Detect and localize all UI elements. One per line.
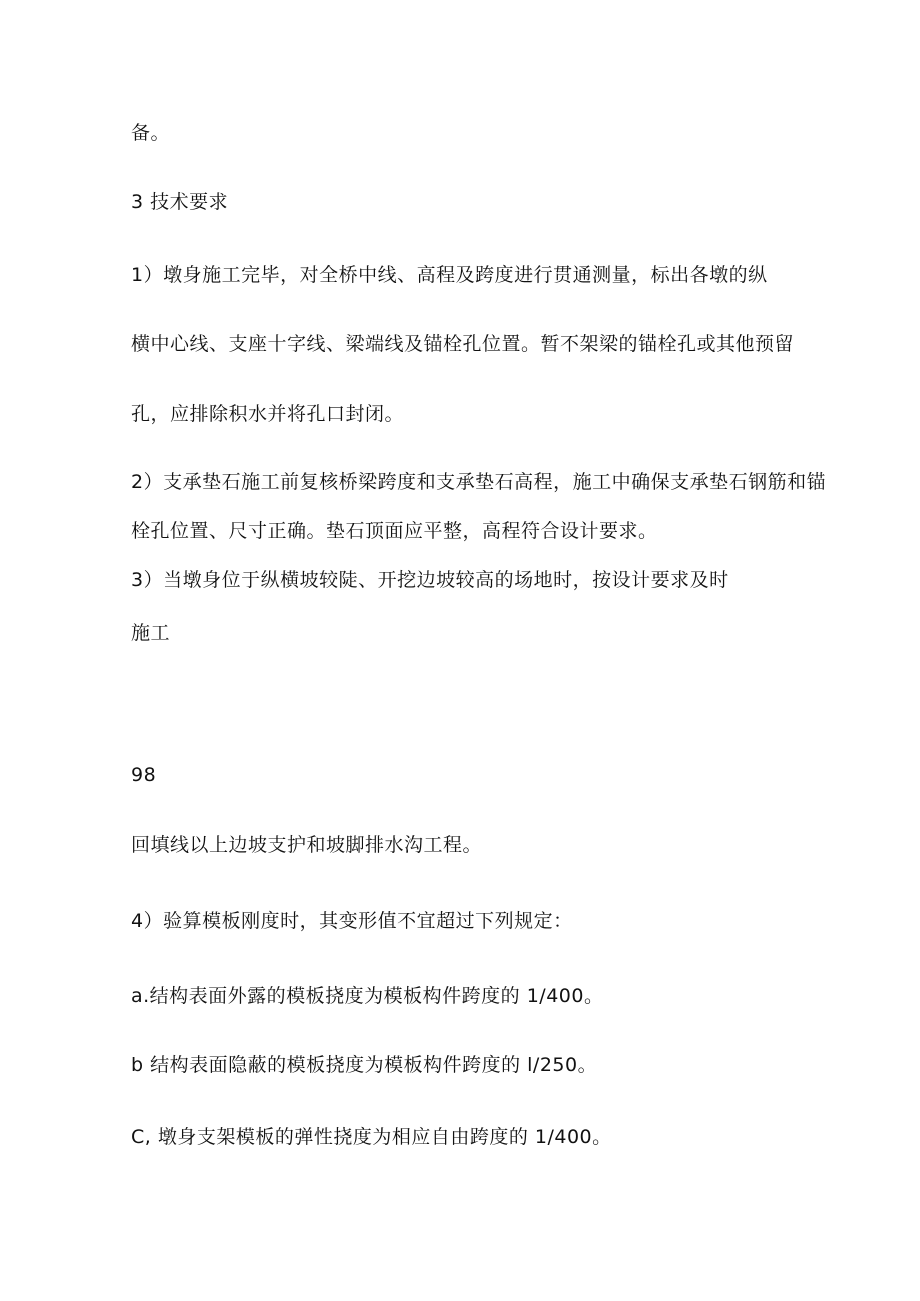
text-line-item-1a: 1）墩身施工完毕，对全桥中线、高程及跨度进行贯通测量，标出各墩的纵 bbox=[131, 264, 768, 286]
page-number: 98 bbox=[131, 764, 157, 786]
text-line-item-2b: 栓孔位置、尺寸正确。垫石顶面应平整，高程符合设计要求。 bbox=[131, 520, 658, 542]
text-line-item-4b: b 结构表面隐蔽的模板挠度为模板构件跨度的 l/250。 bbox=[131, 1054, 598, 1076]
text-line-item-3c: 回填线以上边坡支护和坡脚排水沟工程。 bbox=[131, 834, 483, 856]
text-line-item-1b: 横中心线、支座十字线、梁端线及锚栓孔位置。暂不架梁的锚栓孔或其他预留 bbox=[131, 333, 795, 355]
text-line-item-4c: C, 墩身支架模板的弹性挠度为相应自由跨度的 1/400。 bbox=[131, 1126, 612, 1148]
text-line-continuation: 备。 bbox=[131, 122, 171, 144]
section-heading: 3 技术要求 bbox=[131, 191, 229, 213]
text-line-item-4: 4）验算模板刚度时，其变形值不宜超过下列规定： bbox=[131, 910, 573, 932]
text-line-item-3a: 3）当墩身位于纵横坡较陡、开挖边坡较高的场地时，按设计要求及时 bbox=[131, 569, 729, 591]
text-line-item-3b: 施工 bbox=[131, 622, 171, 644]
text-line-item-1c: 孔，应排除积水并将孔口封闭。 bbox=[131, 403, 405, 425]
text-line-item-4a: a.结构表面外露的模板挠度为模板构件跨度的 1/400。 bbox=[131, 985, 604, 1007]
text-line-item-2a: 2）支承垫石施工前复核桥梁跨度和支承垫石高程，施工中确保支承垫石钢筋和锚 bbox=[131, 471, 827, 493]
